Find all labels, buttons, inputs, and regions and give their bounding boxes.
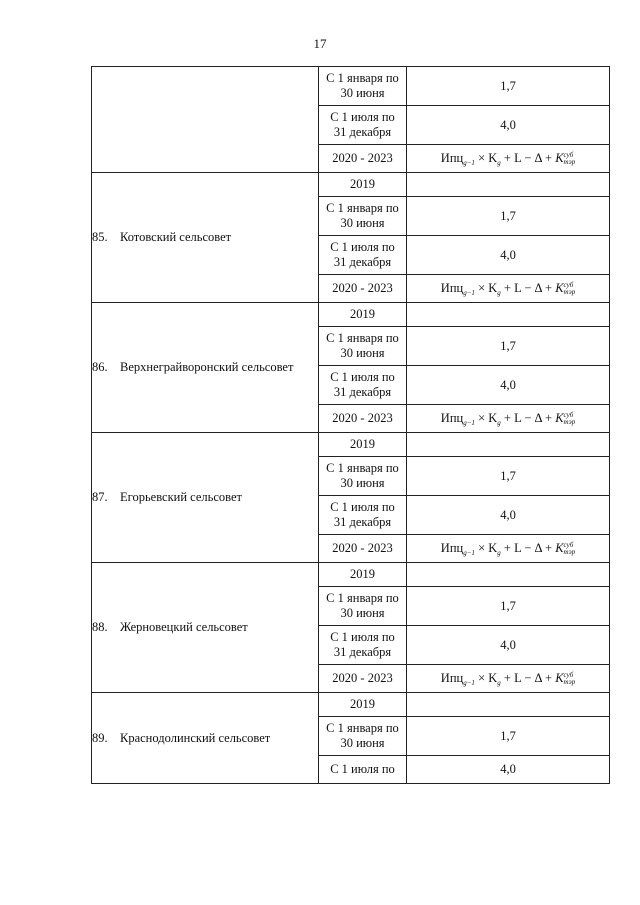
entry-number: 88.	[92, 620, 108, 634]
settlement-name-cell	[92, 693, 319, 784]
value-cell: 1,7	[407, 67, 610, 106]
settlement-name: Жерновецкий сельсовет	[120, 620, 248, 634]
value-cell: 1,7	[407, 717, 610, 756]
formula: $Ипц_{g-1} \times K_g + L - \Delta$ + Kсуб тэр	[440, 670, 576, 687]
period-cell: 2020 - 2023	[319, 535, 407, 563]
entry-number: 89.	[92, 730, 108, 745]
period-cell: 2020 - 2023	[319, 405, 407, 433]
value-cell: 1,7	[407, 327, 610, 366]
value-cell: 1,7	[407, 197, 610, 236]
period-cell: С 1 июля по 31 декабря	[319, 236, 407, 275]
settlement-name-cell	[92, 173, 319, 303]
formula-cell	[407, 275, 610, 303]
table-row	[92, 693, 610, 717]
value-cell: 4,0	[407, 366, 610, 405]
formula-cell	[407, 405, 610, 433]
period-cell: 2019	[319, 563, 407, 587]
period-cell: 2020 - 2023	[319, 665, 407, 693]
settlement-name: Краснодолинский сельсовет	[120, 730, 271, 745]
table-row	[92, 303, 610, 327]
table-row	[92, 67, 610, 106]
entry-number: 85.	[92, 230, 108, 244]
formula-cell	[407, 535, 610, 563]
period-cell: С 1 января по 30 июня	[319, 327, 407, 366]
table-row	[92, 173, 610, 197]
formula: $Ипц_{g-1} \times K_g + L - \Delta$ + Kсуб тэр	[440, 150, 576, 167]
period-cell: С 1 июля по 31 декабря	[319, 366, 407, 405]
name-cell-empty	[92, 67, 319, 173]
period-cell: С 1 июля по 31 декабря	[319, 496, 407, 535]
value-cell	[407, 303, 610, 327]
formula-cell	[407, 145, 610, 173]
value-cell	[407, 563, 610, 587]
period-cell: С 1 июля по	[319, 756, 407, 784]
settlement-name: Верхнеграйворонский сельсовет	[120, 360, 294, 374]
value-cell: 4,0	[407, 236, 610, 275]
value-cell: 4,0	[407, 626, 610, 665]
period-cell: С 1 июля по 31 декабря	[319, 106, 407, 145]
tariff-table	[91, 66, 610, 784]
value-cell: 4,0	[407, 496, 610, 535]
period-cell: С 1 января по 30 июня	[319, 197, 407, 236]
period-cell: 2019	[319, 303, 407, 327]
period-cell: С 1 января по 30 июня	[319, 457, 407, 496]
value-cell: 4,0	[407, 106, 610, 145]
formula-cell	[407, 665, 610, 693]
settlement-name-cell	[92, 563, 319, 693]
value-cell: 1,7	[407, 587, 610, 626]
period-cell: 2020 - 2023	[319, 145, 407, 173]
entry-number: 87.	[92, 490, 108, 504]
period-cell: 2019	[319, 693, 407, 717]
settlement-name: Котовский сельсовет	[120, 230, 232, 244]
value-cell	[407, 693, 610, 717]
period-cell: 2019	[319, 433, 407, 457]
period-cell: 2019	[319, 173, 407, 197]
value-cell: 4,0	[407, 756, 610, 784]
period-cell: С 1 июля по 31 декабря	[319, 626, 407, 665]
period-cell: С 1 января по 30 июня	[319, 587, 407, 626]
formula: $Ипц_{g-1} \times K_g + L - \Delta$ + Kсуб тэр	[440, 410, 576, 427]
value-cell: 1,7	[407, 457, 610, 496]
formula: $Ипц_{g-1} \times K_g + L - \Delta$ + Kсуб тэр	[440, 280, 576, 297]
period-cell: С 1 января по 30 июня	[319, 717, 407, 756]
page-number: 17	[313, 36, 327, 51]
period-cell: С 1 января по 30 июня	[319, 67, 407, 106]
table-row	[92, 433, 610, 457]
settlement-name-cell	[92, 303, 319, 433]
settlement-name: Егорьевский сельсовет	[120, 490, 242, 504]
value-cell	[407, 173, 610, 197]
period-cell: 2020 - 2023	[319, 275, 407, 303]
formula: $Ипц_{g-1} \times K_g + L - \Delta$ + Kсуб тэр	[440, 540, 576, 557]
entry-number: 86.	[92, 360, 108, 374]
settlement-name-cell	[92, 433, 319, 563]
table-row	[92, 563, 610, 587]
value-cell	[407, 433, 610, 457]
